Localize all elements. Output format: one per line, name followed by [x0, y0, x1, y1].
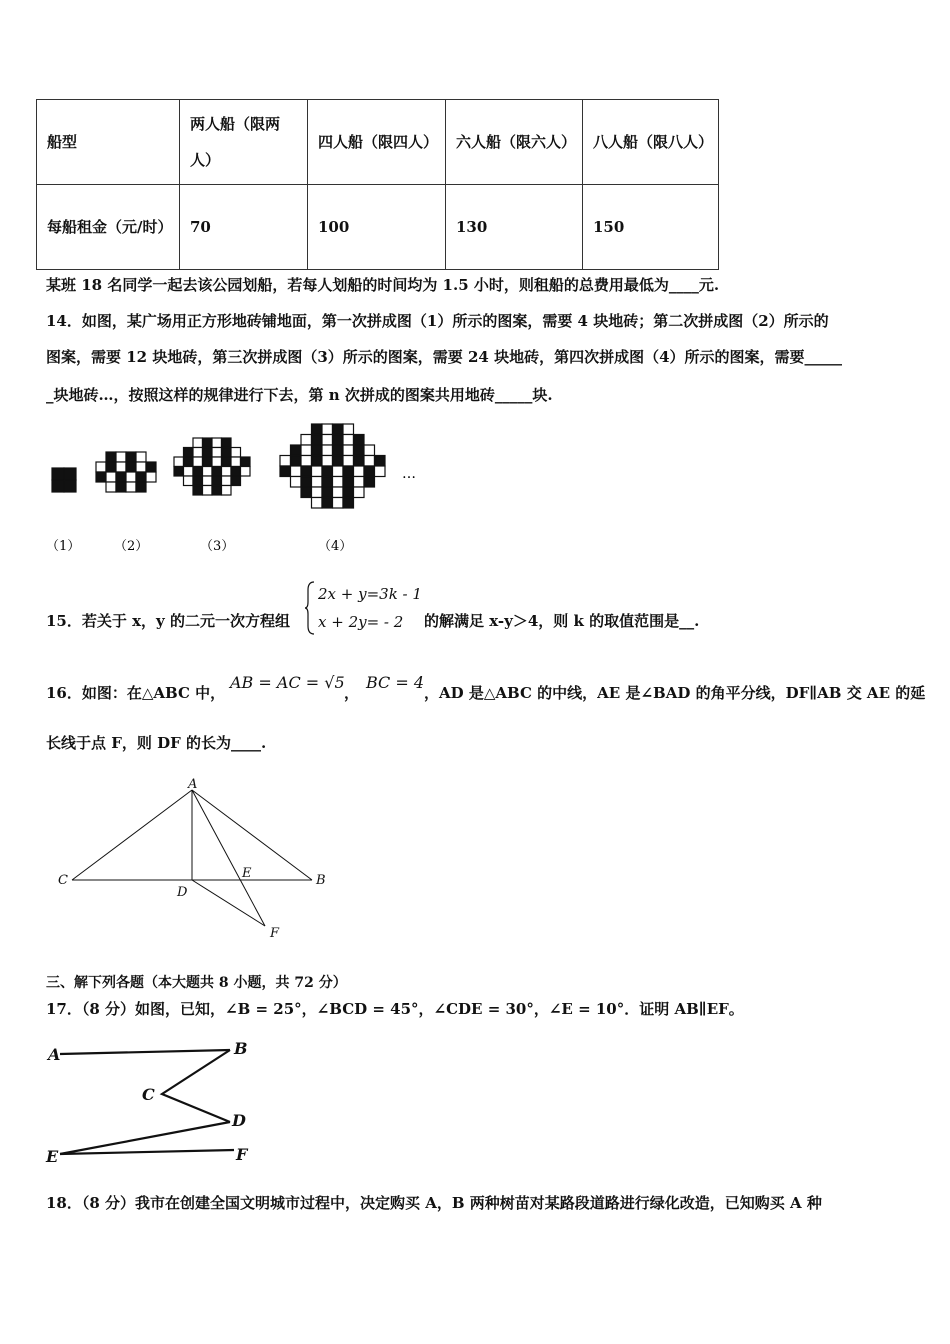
floor-tile: [203, 438, 213, 448]
floor-tile: [96, 462, 106, 472]
point-label-c: C: [58, 873, 68, 888]
floor-tile: [193, 457, 203, 467]
floor-tile: [364, 466, 375, 477]
floor-tile: [364, 445, 375, 456]
floor-tile: [322, 498, 333, 509]
floor-tile: [312, 487, 323, 498]
floor-tile: [312, 435, 323, 446]
floor-tile: [291, 445, 302, 456]
floor-tile: [333, 466, 344, 477]
equation-2: x + 2y= - 2: [318, 613, 404, 631]
figure-label-4: （4）: [318, 539, 353, 554]
q14-line3: _块地砖…，按照这样的规律进行下去，第 n 次拼成的图案共用地砖_____块.: [46, 386, 553, 404]
table-cell: 130: [446, 185, 583, 270]
point-label-f: F: [270, 926, 280, 941]
floor-tile: [333, 498, 344, 509]
floor-tile: [333, 487, 344, 498]
floor-tile: [312, 445, 323, 456]
floor-tile: [64, 480, 76, 492]
floor-tile: [343, 435, 354, 446]
floor-tile: [333, 477, 344, 488]
segment-df: [192, 880, 265, 926]
floor-tile: [241, 457, 251, 467]
floor-tile: [322, 424, 333, 435]
floor-tile: [203, 476, 213, 486]
floor-tile: [333, 435, 344, 446]
point-label-b: B: [316, 873, 326, 888]
floor-tile: [312, 477, 323, 488]
floor-tile: [312, 456, 323, 467]
floor-tile: [354, 487, 365, 498]
floor-tile: [291, 456, 302, 467]
point-label-b: B: [234, 1039, 248, 1058]
floor-tile: [116, 482, 126, 492]
floor-tile: [354, 435, 365, 446]
figure-label-3: （3）: [200, 539, 235, 554]
point-label-d: D: [177, 885, 188, 900]
floor-tile: [203, 467, 213, 477]
q17-text: 17．（8 分）如图，已知，∠B = 25°，∠BCD = 45°，∠CDE = 30°，∠E = 10°．证明 AB∥EF。: [46, 1000, 744, 1018]
q14-line2: 图案，需要 12 块地砖，第三次拼成图（3）所示的图案，需要 24 块地砖，第四次拼成图（4）所示的图案，需要_____: [46, 348, 843, 366]
point-label-e: E: [46, 1147, 59, 1166]
point-label-c: C: [142, 1085, 155, 1104]
floor-tile: [301, 487, 312, 498]
q18-text: 18．（8 分）我市在创建全国文明城市过程中，决定购买 A，B 两种树苗对某路段道路进行绿化改造，已知购买 A 种: [46, 1194, 822, 1212]
figure-label-1: （1）: [46, 539, 81, 554]
floor-tile: [116, 472, 126, 482]
floor-tile: [291, 477, 302, 488]
floor-tile: [212, 486, 222, 496]
segment-ab: [60, 1050, 230, 1054]
floor-tile: [222, 486, 232, 496]
point-label-a: A: [48, 1045, 61, 1064]
floor-tile: [231, 457, 241, 467]
floor-tile: [52, 480, 64, 492]
segment-de: [60, 1122, 230, 1154]
floor-tile: [106, 462, 116, 472]
point-label-e: E: [242, 866, 252, 881]
floor-tile: [193, 476, 203, 486]
floor-tile: [136, 472, 146, 482]
floor-tile: [343, 466, 354, 477]
segment-bcd: [162, 1050, 230, 1122]
floor-tile: [322, 445, 333, 456]
floor-tile: [116, 452, 126, 462]
rental-table: [36, 99, 719, 270]
segment-ab: [192, 790, 312, 880]
floor-tile: [222, 448, 232, 458]
floor-tile: [312, 424, 323, 435]
floor-tile: [343, 456, 354, 467]
table-cell: 70: [180, 185, 308, 270]
floor-tile: [193, 486, 203, 496]
floor-tile: [301, 435, 312, 446]
floor-tile: [193, 467, 203, 477]
floor-tile: [203, 486, 213, 496]
floor-tile: [146, 462, 156, 472]
floor-tile: [322, 466, 333, 477]
floor-tile: [364, 477, 375, 488]
floor-tile: [222, 457, 232, 467]
floor-tile: [343, 498, 354, 509]
floor-tile: [126, 462, 136, 472]
floor-tile: [364, 456, 375, 467]
floor-tile: [231, 467, 241, 477]
floor-tile: [322, 435, 333, 446]
section-heading: 三、解下列各题（本大题共 8 小题，共 72 分）: [46, 975, 347, 991]
q13-tail: 某班 18 名同学一起去该公园划船，若每人划船的时间均为 1.5 小时，则租船的总费用最低为____元.: [46, 276, 720, 294]
floor-tile: [291, 466, 302, 477]
equation-1: 2x + y=3k - 1: [318, 585, 422, 603]
floor-tile: [136, 462, 146, 472]
floor-tile: [174, 467, 184, 477]
point-label-f: F: [236, 1145, 248, 1164]
floor-tile: [301, 466, 312, 477]
floor-tile: [212, 467, 222, 477]
table-cell: 100: [308, 185, 446, 270]
floor-tile: [184, 467, 194, 477]
floor-tile: [222, 438, 232, 448]
q16-math-ab-ac: AB = AC = √5: [230, 673, 345, 692]
table-header-cell: 八人船（限八人）: [583, 100, 719, 185]
q16-prefix: 16．如图：在△ABC 中，: [46, 684, 226, 702]
table-header-cell: 六人船（限六人）: [446, 100, 583, 185]
floor-tile: [375, 466, 386, 477]
floor-tile: [184, 448, 194, 458]
floor-tile: [301, 456, 312, 467]
floor-tile: [126, 472, 136, 482]
floor-tile: [354, 445, 365, 456]
floor-tile: [354, 466, 365, 477]
floor-tile: [52, 468, 64, 480]
floor-tile: [106, 452, 116, 462]
q14-line1: 14．如图，某广场用正方形地砖铺地面，第一次拼成图（1）所示的图案，需要 4 块地砖；第二次拼成图（2）所示的: [46, 312, 829, 330]
zigzag-figure: [40, 1034, 270, 1170]
floor-tile: [280, 456, 291, 467]
floor-tile: [136, 482, 146, 492]
floor-tile: [106, 472, 116, 482]
floor-tile: [136, 452, 146, 462]
q16-line2: 长线于点 F，则 DF 的长为____.: [46, 734, 267, 752]
floor-tile: [126, 482, 136, 492]
q15-prefix: 15．若关于 x，y 的二元一次方程组: [46, 612, 290, 630]
figure-label-2: （2）: [114, 539, 149, 554]
q16-comma: ，: [344, 684, 360, 702]
floor-tile: [322, 487, 333, 498]
q15-suffix: 的解满足 x-y＞4，则 k 的取值范围是__.: [424, 612, 700, 630]
floor-tile: [222, 476, 232, 486]
floor-tile: [146, 472, 156, 482]
table-header-cell: 两人船（限两人）: [180, 100, 308, 185]
q16-math-bc: BC = 4: [366, 673, 425, 692]
floor-tile: [231, 476, 241, 486]
floor-tile: [212, 438, 222, 448]
floor-tile: [203, 448, 213, 458]
tile-grid: [52, 424, 385, 508]
floor-tile: [64, 468, 76, 480]
floor-tile: [96, 472, 106, 482]
floor-tile: [354, 456, 365, 467]
table-header-cell: 船型: [37, 100, 180, 185]
segment-ca: [72, 790, 192, 880]
table-row-label: 每船租金（元/时）: [37, 185, 180, 270]
point-label-a: A: [188, 777, 198, 792]
segment-ef: [60, 1150, 234, 1154]
floor-tile: [184, 457, 194, 467]
floor-tile: [193, 438, 203, 448]
floor-tile: [212, 457, 222, 467]
floor-tile: [126, 452, 136, 462]
floor-tile: [333, 456, 344, 467]
floor-tile: [212, 476, 222, 486]
table-cell: 150: [583, 185, 719, 270]
floor-tile: [343, 487, 354, 498]
system-brace: [304, 580, 316, 636]
triangle-figure: [50, 776, 350, 946]
tile-patterns-figure: [40, 418, 440, 558]
segment-af: [192, 790, 265, 926]
floor-tile: [312, 466, 323, 477]
floor-tile: [212, 448, 222, 458]
floor-tile: [280, 466, 291, 477]
floor-tile: [231, 448, 241, 458]
floor-tile: [343, 424, 354, 435]
floor-tile: [333, 445, 344, 456]
q16-suffix: ，AD 是△ABC 的中线，AE 是∠BAD 的角平分线，DF∥AB 交 AE 的延: [424, 684, 926, 702]
floor-tile: [343, 445, 354, 456]
floor-tile: [193, 448, 203, 458]
floor-tile: [203, 457, 213, 467]
floor-tile: [312, 498, 323, 509]
floor-tile: [333, 424, 344, 435]
floor-tile: [184, 476, 194, 486]
floor-tile: [354, 477, 365, 488]
table-header-cell: 四人船（限四人）: [308, 100, 446, 185]
floor-tile: [343, 477, 354, 488]
floor-tile: [116, 462, 126, 472]
floor-tile: [222, 467, 232, 477]
table-row: [37, 100, 719, 185]
ellipsis: …: [402, 466, 416, 482]
point-label-d: D: [232, 1111, 246, 1130]
table-row: [37, 185, 719, 270]
floor-tile: [241, 467, 251, 477]
floor-tile: [375, 456, 386, 467]
floor-tile: [322, 477, 333, 488]
floor-tile: [301, 477, 312, 488]
floor-tile: [106, 482, 116, 492]
floor-tile: [301, 445, 312, 456]
floor-tile: [174, 457, 184, 467]
floor-tile: [322, 456, 333, 467]
